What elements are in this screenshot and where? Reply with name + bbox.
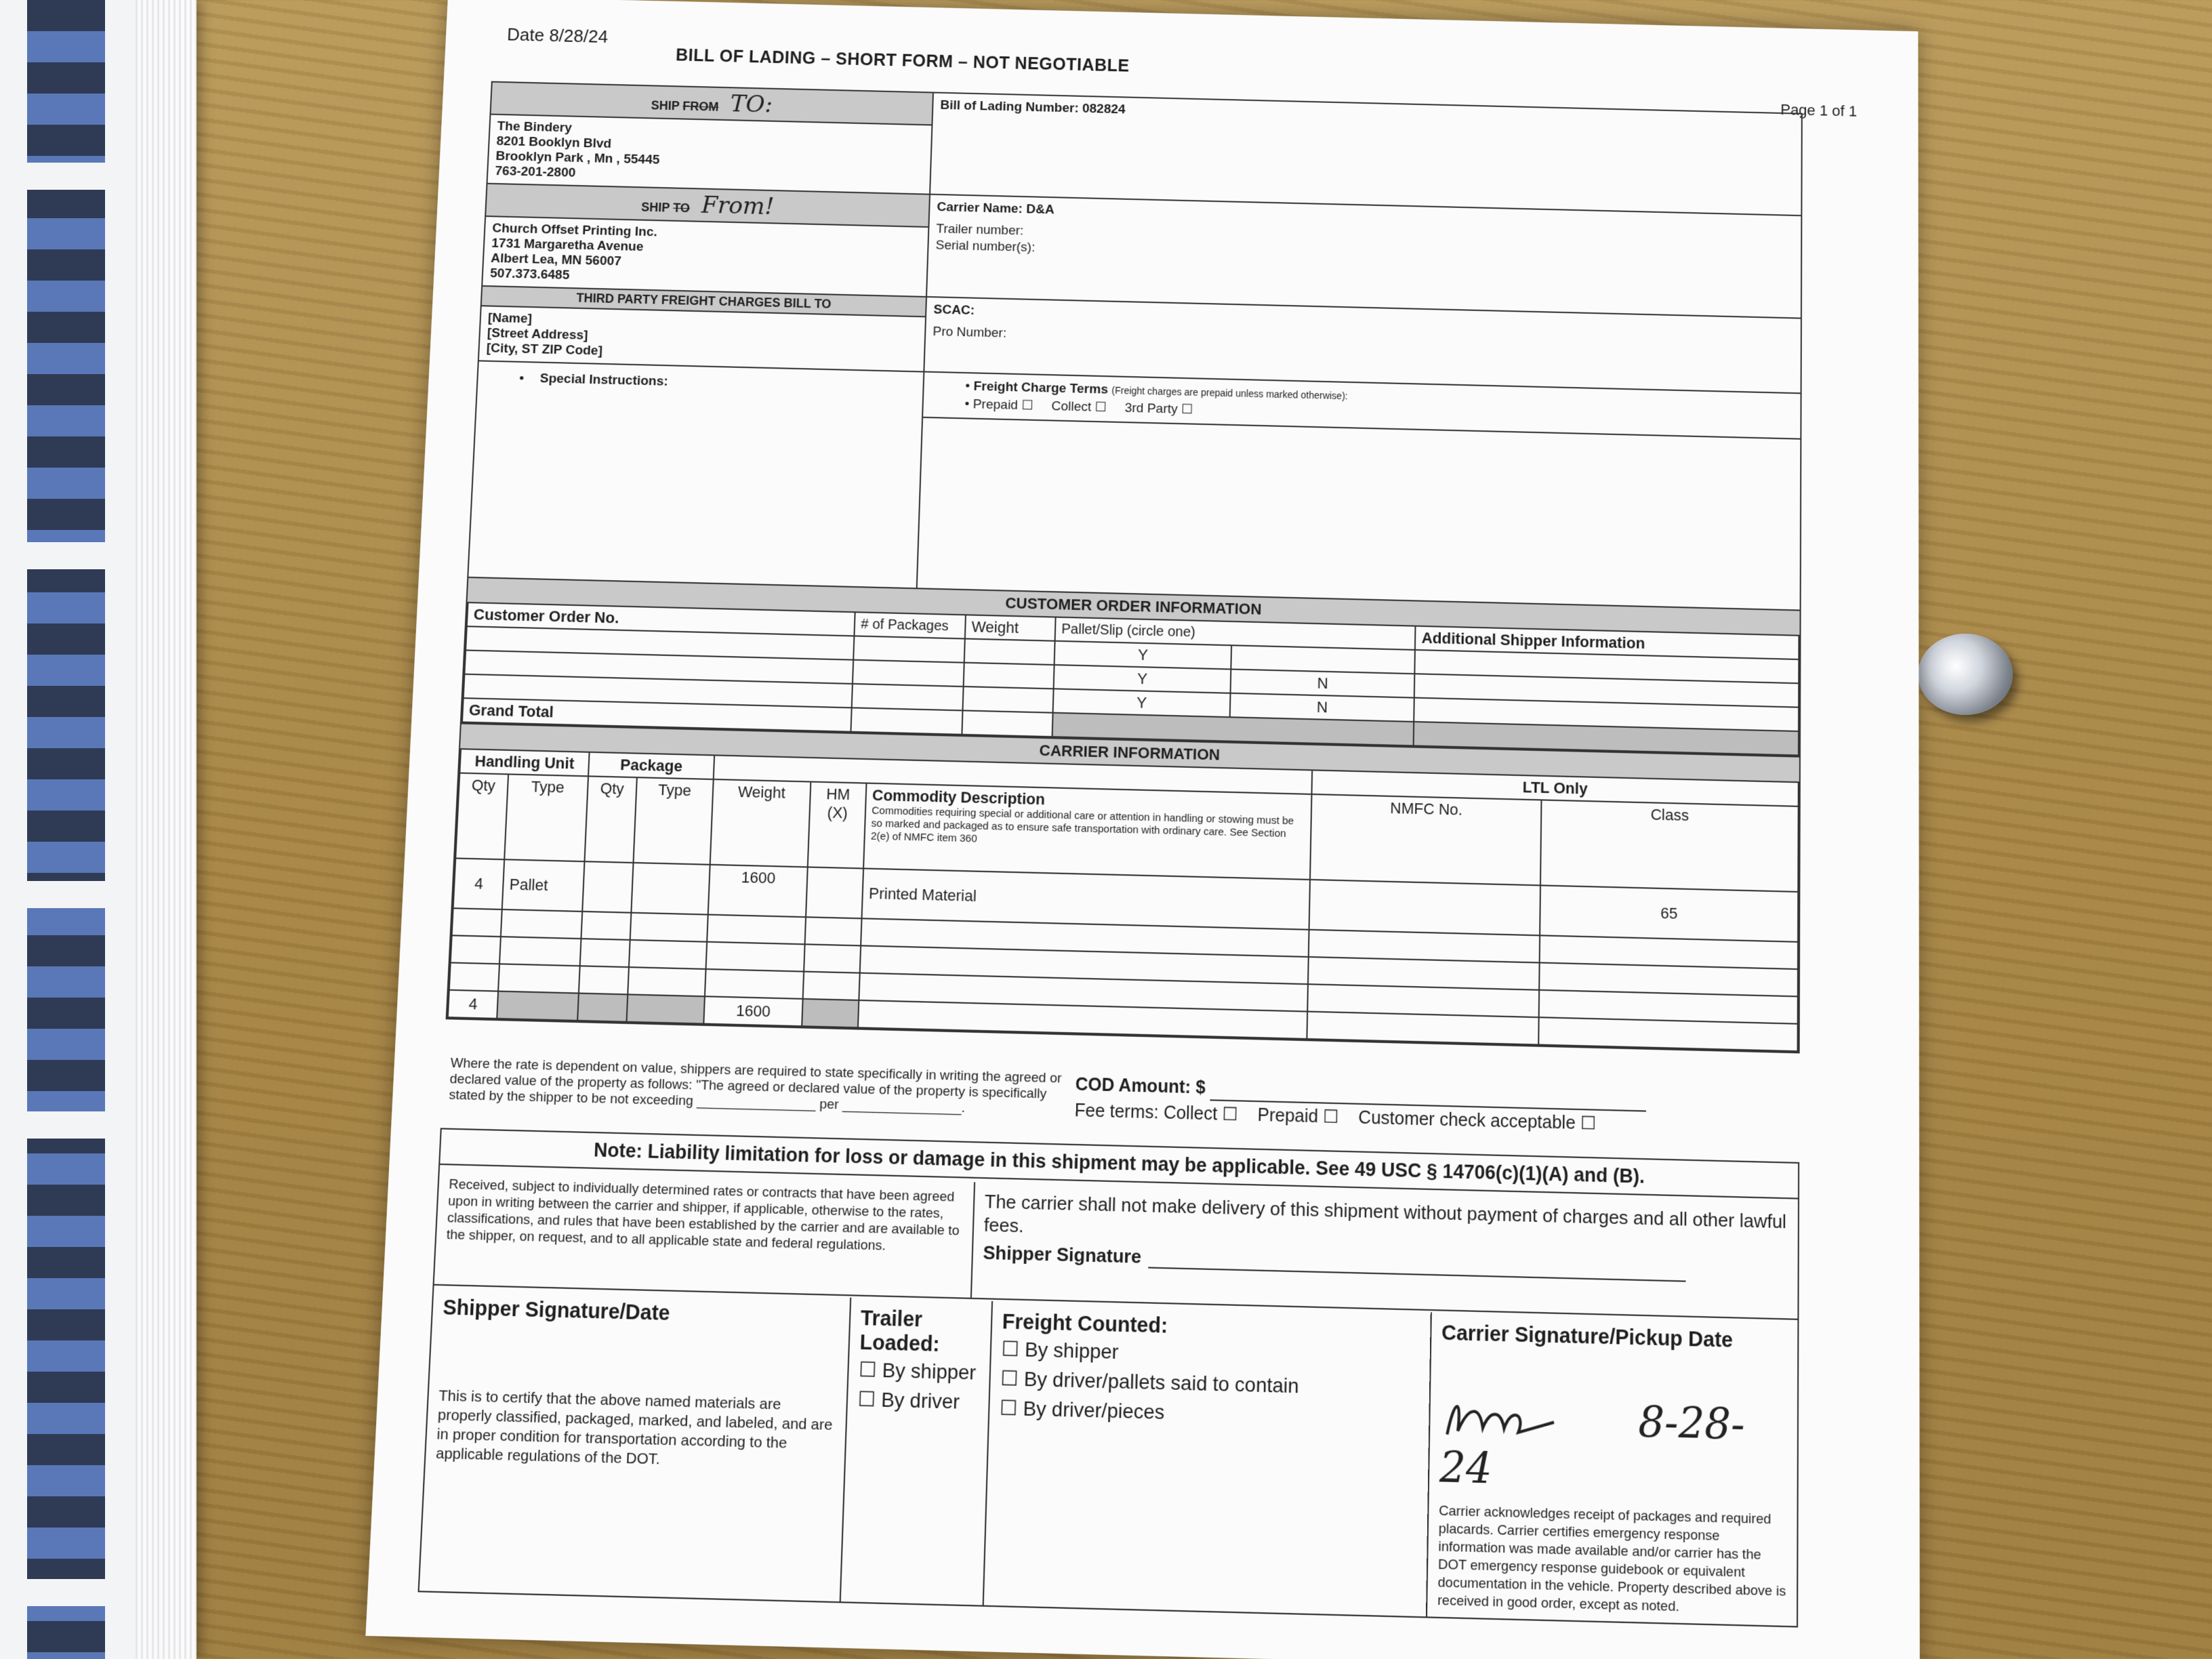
printed-color-bar (27, 0, 105, 1659)
ship-to-header: SHIP FROM TO: (491, 83, 933, 126)
col-additional-info: Additional Shipper Information (1415, 626, 1799, 659)
carrier-signature (1439, 1390, 1788, 1501)
col-weight: Weight (965, 615, 1056, 640)
table-row: 4 Pallet 1600 Printed Material 65 (453, 858, 1799, 941)
carrier-acknowledgement: Carrier acknowledges receipt of packages and required placards. Carrier certifies emergency response information was made available and/or carrier has the DOT emergency response guidebook or equivalent documentation in the vehicle. Property described above is received in good order, except as noted. (1437, 1503, 1786, 1615)
carrier-total-row: 4 1600 (448, 990, 1798, 1051)
stack-gap (20, 1111, 115, 1139)
fee-collect-checkbox[interactable]: Fee terms: Collect ☐ (1074, 1100, 1239, 1125)
stack-edge (136, 0, 197, 1659)
table-row: Y N (464, 674, 1799, 731)
carrier-block (927, 195, 1801, 318)
document-date: Date 8/28/24 (506, 24, 609, 47)
shipper-signature-line[interactable] (1148, 1251, 1686, 1282)
table-row: Y N (464, 650, 1799, 707)
special-instructions: • Special Instructions: (468, 361, 924, 588)
shipper-signature-label: Shipper Signature (983, 1241, 1142, 1268)
instructions-row (468, 360, 1800, 609)
trailer-loaded-cell: Trailer Loaded: ☐ By shipper ☐ By driver (841, 1298, 993, 1605)
trailer-number: Trailer number: (936, 222, 1024, 239)
ship-from-header: SHIP TO From! (486, 184, 929, 228)
dot-certification: This is to certify that the above named materials are properly classified, packaged, marked, and labeled, and are in proper condition for transportation according to the applicable regulations of the DOT. (435, 1387, 833, 1468)
grand-total-row: Grand Total (462, 698, 1799, 755)
cod-amount-label: COD Amount: $ (1075, 1074, 1206, 1098)
stack-gap (20, 881, 115, 908)
stack-gap (20, 542, 115, 569)
third-party-address: [Name] [Street Address] [City, ST ZIP Code] (486, 310, 603, 359)
carrier-signature-cell: Carrier Signature/Pickup Date 8-28-24 Carrier acknowledges receipt of packages and required placards. Carrier certifies emergency response information was made available and/or carrier has the DOT emergency response guidebook or equivalent documentation in the vehicle. Property described above is received in good order, except as noted. (1427, 1312, 1797, 1626)
bol-number: Bill of Lading Number: 082824 (940, 98, 1126, 117)
ship-from-address: Church Offset Printing Inc. 1731 Margaretha Avenue Albert Lea, MN 56007 507.373.6485 (489, 221, 658, 283)
declared-value-note: Where the rate is dependent on value, shippers are required to state specifically in writing the agreed or declared value of the property as follows: "The agreed or declared value of the property is specifically stated by the shipper to be not exceeding ________________ per ________________. (448, 1055, 1062, 1116)
ltl-only-group: LTL Only (1311, 770, 1798, 806)
paper-stack (0, 0, 197, 1659)
third-party-header: THIRD PARTY FREIGHT CHARGES BILL TO (482, 287, 926, 317)
carrier-name: Carrier Name: D&A (937, 200, 1055, 218)
loaded-by-shipper-checkbox[interactable]: ☐ By shipper (858, 1357, 977, 1385)
customer-order-header: CUSTOMER ORDER INFORMATION (468, 577, 1800, 635)
cod-block (1074, 1071, 1778, 1141)
thumbtack (1918, 634, 2013, 715)
serial-numbers: Serial number(s): (935, 238, 1036, 255)
third-party-checkbox[interactable]: 3rd Party ☐ (1124, 401, 1193, 417)
col-pallet-slip: Pallet/Slip (circle one) (1055, 617, 1416, 650)
commodity-note: Commodities requiring special or additional care or attention in handling or stowing must be so marked and packaged as to ensure safe transportation with ordinary care. See Section 2(e) of NMFC item 360 (870, 804, 1294, 845)
carrier-info-table: Handling Unit Package LTL Only Qty Type Qty Type Weight HM (X) Commodity Description Commodities requiring special or additional care or attention in handling or stowing must be so marked and packaged as to ensure safe transportation with ordinary care. See Section 2(e) of NMFC item 360 NMFC No. Class 4 Pallet 1600 Printed Material 65 4 1600 (447, 748, 1799, 1052)
freight-charge-terms: • Freight Charge Terms (Freight charges are prepaid unless marked otherwise): • Prepaid ☐ Collect ☐ 3rd Party ☐ (923, 373, 1800, 440)
loaded-by-driver-checkbox[interactable]: ☐ By driver (857, 1387, 960, 1414)
customer-check-checkbox[interactable]: Customer check acceptable ☐ (1358, 1107, 1597, 1134)
carrier-delivery-text: The carrier shall not make delivery of this shipment without payment of charges and all other lawful fees. (983, 1190, 1787, 1237)
pro-number: Pro Number: (933, 324, 1007, 341)
signature-scribble (1440, 1390, 1561, 1445)
freight-counted-cell: Freight Counted: ☐ By shipper ☐ By driver/pallets said to contain ☐ By driver/pieces (984, 1301, 1432, 1616)
handwritten-from: From! (701, 191, 775, 221)
ship-to-address: The Bindery 8201 Booklyn Blvd Brooklyn Park , Mn , 55445 763-201-2800 (494, 119, 660, 180)
document-title: BILL OF LADING – SHORT FORM – NOT NEGOTIABLE (675, 45, 1130, 76)
page-number: Page 1 of 1 (1780, 100, 1858, 120)
scac: SCAC: (933, 302, 975, 319)
collect-checkbox[interactable]: Collect ☐ (1051, 398, 1107, 415)
document-sheet (365, 0, 1919, 1659)
col-customer-order: Customer Order No. (467, 602, 855, 636)
counted-by-shipper-checkbox[interactable]: ☐ By shipper (1001, 1337, 1119, 1364)
package-group: Package (588, 752, 714, 779)
lower-section (435, 1055, 1800, 1615)
shipper-signature-date-cell: Shipper Signature/Date This is to certify that the above named materials are properly classified, packaged, marked, and labeled, and are in proper condition for transportation according to the applicable regulations of the DOT. (419, 1287, 852, 1601)
counted-by-driver-pallets-checkbox[interactable]: ☐ By driver/pallets said to contain (1000, 1366, 1300, 1397)
pickup-date: 8-28-24 (1439, 1396, 1745, 1494)
prepaid-checkbox[interactable]: Prepaid ☐ (972, 396, 1033, 413)
stack-gap (20, 163, 115, 190)
table-row: Y (466, 626, 1799, 683)
fee-prepaid-checkbox[interactable]: Prepaid ☐ (1257, 1105, 1339, 1128)
handwritten-to: TO: (729, 90, 773, 119)
received-text: Received, subject to individually determined rates or contracts that have been agreed upon in writing between the carrier and shipper, if applicable, otherwise to the rates, classifications, and rules that have been established by the carrier and are available to the shipper, on request, and to all applicable state and federal regulations. (434, 1168, 975, 1297)
counted-by-driver-pieces-checkbox[interactable]: ☐ By driver/pieces (999, 1396, 1165, 1424)
stack-gap (20, 1579, 115, 1606)
liability-note: Note: Liability limitation for loss or damage in this shipment may be applicable. See 49 USC § 14706(c)(1)(A) and (B). (440, 1129, 1798, 1199)
carrier-info-header: CARRIER INFORMATION (460, 723, 1799, 782)
bol-form (446, 81, 1803, 1054)
handling-unit-group: Handling Unit (459, 749, 589, 776)
col-packages: # of Packages (854, 612, 966, 638)
signature-box (417, 1128, 1799, 1627)
